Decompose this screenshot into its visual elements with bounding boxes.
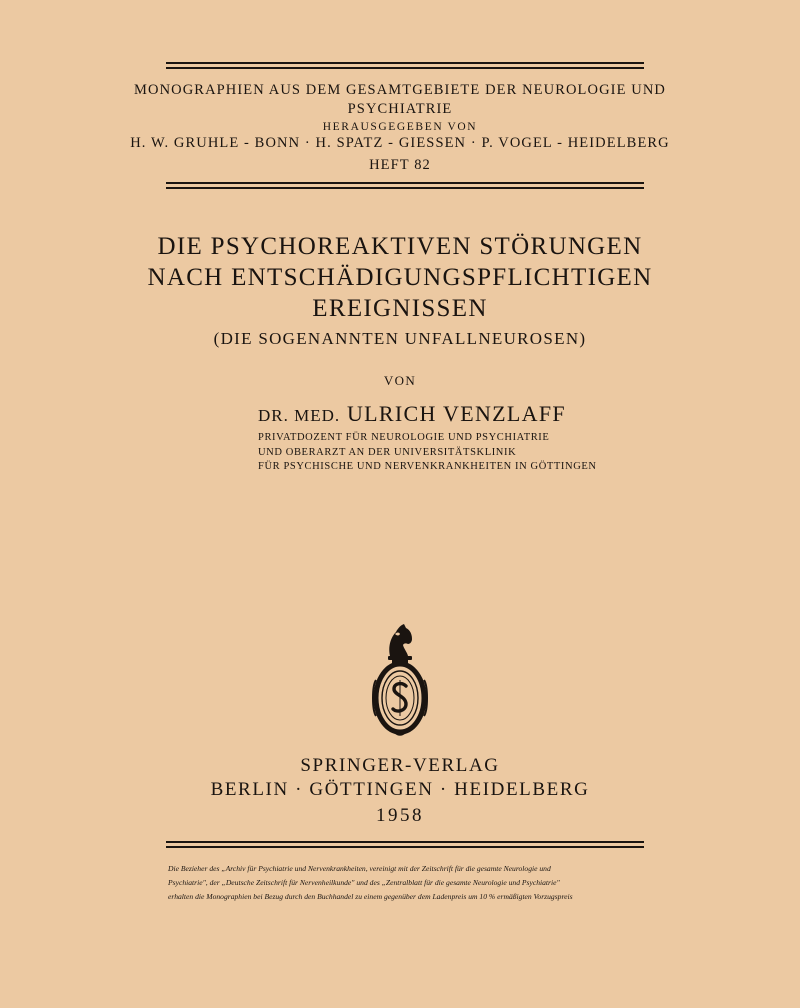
mid-rule-upper xyxy=(166,182,644,184)
publication-year: 1958 xyxy=(376,805,424,826)
author-line xyxy=(258,401,566,427)
top-rule-lower xyxy=(166,67,644,69)
affiliation-line: UND OBERARZT AN DER UNIVERSITÄTSKLINIK xyxy=(258,446,517,458)
footnote-line: erhalten die Monographien bei Bezug durch den Buchhandel zu einem gegenüber dem Ladenpreis um 10 % ermäßigten Vorzugspreis xyxy=(168,892,573,901)
book-subtitle: (DIE SOGENANNTEN UNFALLNEUROSEN) xyxy=(213,329,587,348)
bottom-rule-upper xyxy=(166,841,644,843)
publisher-cities: BERLIN · GÖTTINGEN · HEIDELBERG xyxy=(210,779,590,800)
series-editors: H. W. GRUHLE - BONN · H. SPATZ - GIESSEN · P. VOGEL - HEIDELBERG xyxy=(130,135,670,151)
author-name: ULRICH VENZLAFF xyxy=(346,401,566,426)
book-title-line2: NACH ENTSCHÄDIGUNGSPFLICHTIGEN xyxy=(147,264,653,291)
springer-knight-icon xyxy=(368,620,432,738)
author-prefix: DR. MED. xyxy=(258,406,341,425)
mid-rule-lower xyxy=(166,187,644,189)
top-rule-upper xyxy=(166,62,644,64)
edited-by: HERAUSGEGEBEN VON xyxy=(322,121,478,133)
author-affiliation xyxy=(258,431,597,475)
affiliation-line: FÜR PSYCHISCHE UND NERVENKRANKHEITEN IN GÖTTINGEN xyxy=(258,461,597,472)
bottom-rule-lower xyxy=(166,846,644,848)
book-title-line3: EREIGNISSEN xyxy=(312,295,488,322)
subscriber-note xyxy=(168,862,646,904)
footnote-line: Psychiatrie", der „Deutsche Zeitschrift für Nervenheilkunde" und des „Zentralblatt für die gesamte Neurologie und Psychiatrie" xyxy=(168,878,560,887)
book-title-line1: DIE PSYCHOREAKTIVEN STÖRUNGEN xyxy=(157,233,643,260)
footnote-line: Die Bezieher des „Archiv für Psychiatrie und Nervenkrankheiten, vereinigt mit der Zeitschrift für die gesamte Neurologie und xyxy=(168,864,551,873)
by-label: VON xyxy=(383,373,417,388)
publisher-name: SPRINGER-VERLAG xyxy=(300,755,500,776)
affiliation-line: PRIVATDOZENT FÜR NEUROLOGIE UND PSYCHIATRIE xyxy=(258,432,550,443)
issue-number: HEFT 82 xyxy=(369,157,431,173)
series-title-line1: MONOGRAPHIEN AUS DEM GESAMTGEBIETE DER NEUROLOGIE UND xyxy=(134,82,666,98)
series-title-line2: PSYCHIATRIE xyxy=(347,101,453,117)
